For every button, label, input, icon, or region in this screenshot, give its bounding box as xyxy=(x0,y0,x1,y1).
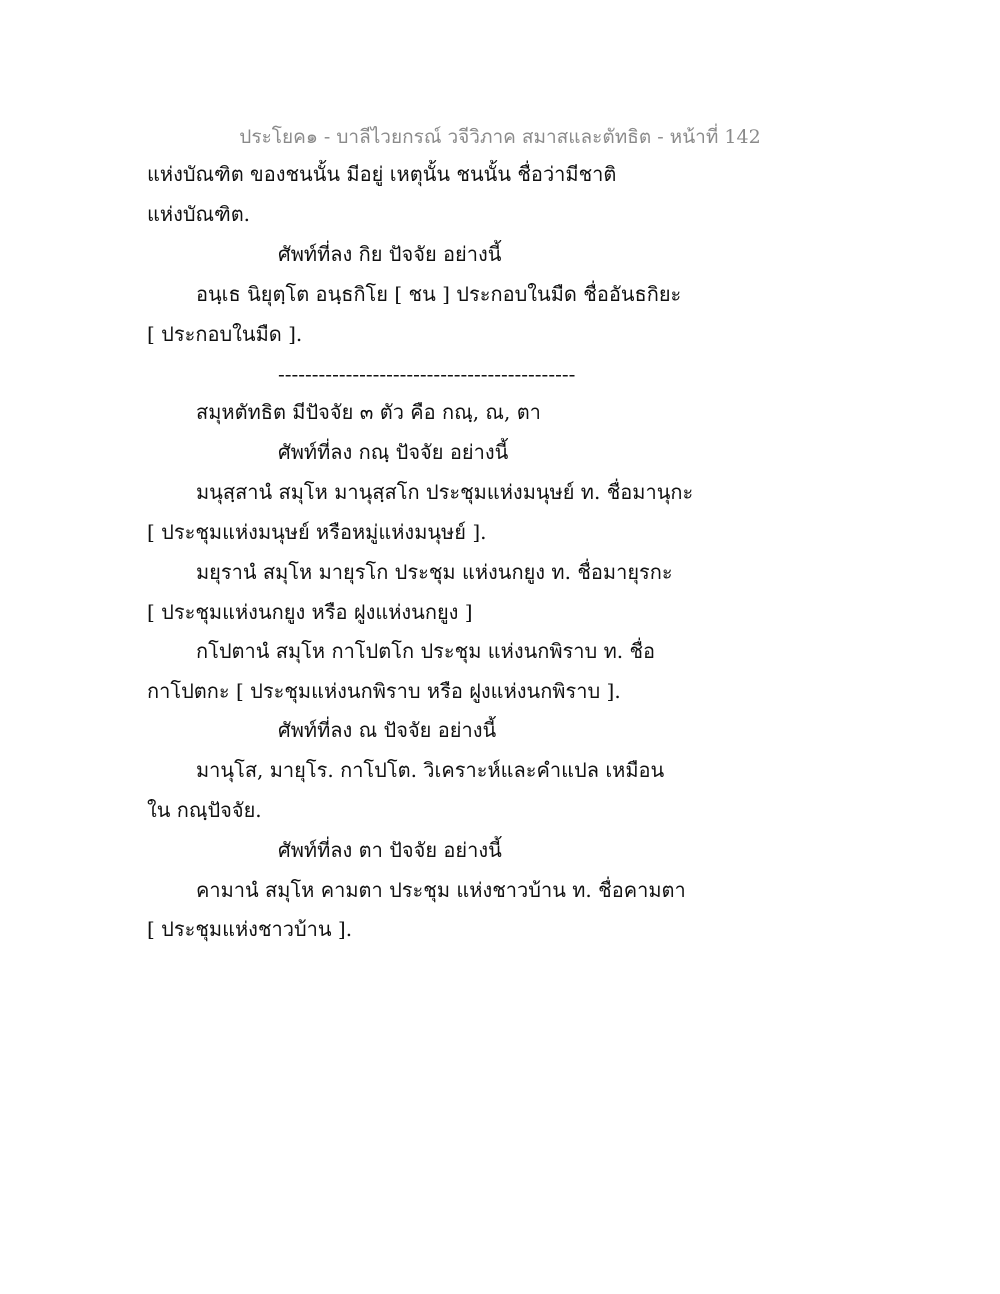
text-line: กโปตานํ สมุโห กาโปตโก ประชุม แห่งนกพิราบ ท. ชื่อ xyxy=(196,639,656,663)
text-line: [ ประชุมแห่งมนุษย์ หรือหมู่แห่งมนุษย์ ]. xyxy=(147,520,487,544)
page-header: ประโยค๑ - บาลีไวยกรณ์ วจีวิภาค สมาสและตัทธิต - หน้าที่ 142 xyxy=(239,126,761,148)
text-line: คามานํ สมุโห คามตา ประชุม แห่งชาวบ้าน ท. ชื่อคามตา xyxy=(196,878,686,902)
section-heading: ศัพท์ที่ลง กณฺ ปัจจัย อย่างนี้ xyxy=(278,440,509,464)
text-line: อนฺเธ นิยุตฺโต อนฺธกิโย [ ชน ] ประกอบในมืด ชื่ออันธกิยะ xyxy=(196,282,682,306)
text-line: มนุสฺสานํ สมุโห มานุสฺสโก ประชุมแห่งมนุษย์ ท. ชื่อมานุกะ xyxy=(196,480,694,504)
divider: -------------------------------------------- xyxy=(278,362,576,386)
section-heading: ศัพท์ที่ลง ตา ปัจจัย อย่างนี้ xyxy=(278,838,502,862)
text-line: [ ประชุมแห่งนกยูง หรือ ฝูงแห่งนกยูง ] xyxy=(147,600,473,624)
text-line: มยุรานํ สมุโห มายุรโก ประชุม แห่งนกยูง ท. ชื่อมายุรกะ xyxy=(196,560,673,584)
section-heading: ศัพท์ที่ลง ณ ปัจจัย อย่างนี้ xyxy=(278,718,497,742)
text-line: แห่งบัณฑิต. xyxy=(147,202,251,226)
text-line: สมุหตัทธิต มีปัจจัย ๓ ตัว คือ กณฺ, ณ, ตา xyxy=(196,400,541,424)
text-line: ใน กณฺปัจจัย. xyxy=(147,798,262,822)
text-line: มานุโส, มายุโร. กาโปโต. วิเคราะห์และคำแปล เหมือน xyxy=(196,758,665,782)
section-heading: ศัพท์ที่ลง กิย ปัจจัย อย่างนี้ xyxy=(278,242,502,266)
text-line: [ ประชุมแห่งชาวบ้าน ]. xyxy=(147,917,353,941)
text-line: [ ประกอบในมืด ]. xyxy=(147,322,303,346)
text-line: กาโปตกะ [ ประชุมแห่งนกพิราบ หรือ ฝูงแห่งนกพิราบ ]. xyxy=(147,679,621,703)
text-line: แห่งบัณฑิต ของชนนั้น มีอยู่ เหตุนั้น ชนนั้น ชื่อว่ามีชาติ xyxy=(147,162,617,186)
